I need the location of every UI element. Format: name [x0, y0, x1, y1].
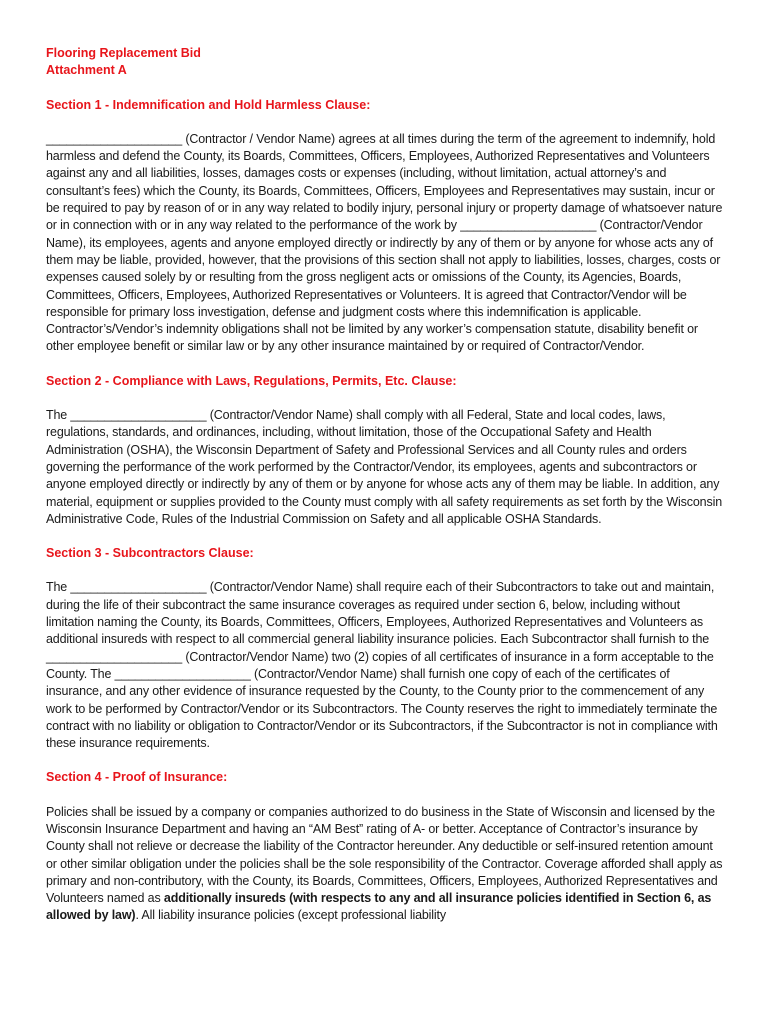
section-4-text-a: Policies shall be issued by a company or companies authorized to do business in the State of Wisconsin and licensed by the Wisconsin Insurance Department and having an “AM Best” rating of A- or better. Acceptance of Contractor’s insurance by County shall not relieve or decrease the liability of the Contractor hereunder. Any deductible or self-insured retention amount or other similar obligation under the policies shall be the sole responsibility of the Contractor. Coverage afforded shall apply as primary and non-contributory, with the County, its Boards, Committees, Officers, Employees, Authorized Representatives and Volunteers named as — [46, 804, 723, 906]
section-4-heading: Section 4 - Proof of Insurance: — [46, 770, 228, 785]
section-2-heading: Section 2 - Compliance with Laws, Regulations, Permits, Etc. Clause: — [46, 373, 457, 388]
vendor-name-blank: ____________________ — [114, 666, 251, 681]
section-3-text-c: (Contractor/Vendor Name) shall furnish one copy of each of the certificates of insurance, and any other evidence of insurance requested by the County, to the County prior to the commencement of any work to be performed by Contractor/Vendor or its Subcontractors. The County reserves the right to immediately terminate the contract with no liability or obligation to Contractor/Vendor or its Subcontractors, if the Subcontractor is not in compliance with these insurance requirements. — [46, 666, 718, 751]
vendor-name-blank: ____________________ — [70, 580, 207, 595]
section-4-body — [46, 804, 724, 925]
vendor-name-blank: ____________________ — [46, 649, 183, 664]
section-1-heading: Section 1 - Indemnification and Hold Harmless Clause: — [46, 97, 371, 112]
section-3-text-lead: The — [46, 580, 71, 595]
section-1-text-a: (Contractor / Vendor Name) agrees at all times during the term of the agreement to indemnify, hold harmless and defend the County, its Boards, Committees, Officers, Employees, Authorized Representatives and Volunteers against any and all liabilities, losses, damages costs or expenses (including, without limitation, actual attorney’s and consultant’s fees) which the County, its Boards, Committees, Officers, Employees and Representatives may sustain, incur or be required to pay by reason of or in any way related to bodily injury, personal injury or property damage of whatsoever nature or in connection with or in any way related to the performance of the work by — [46, 131, 723, 233]
section-3-text-b: (Contractor/Vendor Name) two (2) copies of all certificates of insurance in a form acceptable to the County. The — [46, 649, 714, 681]
section-2-text-lead: The — [46, 408, 71, 423]
section-2-text-a: (Contractor/Vendor Name) shall comply with all Federal, State and local codes, laws, regulations, standards, and ordinances, including, without limitation, those of the Occupational Safety and Health Administration (OSHA), the Wisconsin Department of Safety and Professional Services and all County rules and orders governing the performance of the work performed by the Contractor/Vendor, its employees, agents and subcontractors or anyone employed directly or indirectly by any of them or by anyone for whose acts any of them may be liable. In addition, any material, equipment or supplies provided to the County must comply with all safety requirements as set forth by the Wisconsin Administrative Code, Rules of the Industrial Commission on Safety and all applicable OSHA Standards. — [46, 408, 723, 526]
section-3-body — [46, 579, 724, 752]
section-3-heading: Section 3 - Subcontractors Clause: — [46, 546, 254, 561]
section-3-text-a: (Contractor/Vendor Name) shall require each of their Subcontractors to take out and maintain, during the life of their subcontract the same insurance coverages as required under section 6, below, including without limitation naming the County, its Boards, Committees, Officers, Employees, Authorized Representatives and Volunteers as additional insureds with respect to all commercial general liability insurance policies. Each Subcontractor shall furnish to the — [46, 580, 715, 647]
title-line-1: Flooring Replacement Bid — [46, 46, 201, 60]
section-2-body — [46, 407, 724, 528]
section-1-body — [46, 131, 724, 356]
section-4-text-b: . All liability insurance policies (except professional liability — [135, 908, 446, 923]
vendor-name-blank: ____________________ — [46, 131, 183, 146]
section-1-text-b: (Contractor/Vendor Name), its employees, agents and anyone employed directly or indirectly by any of them or by anyone for whose acts any of them may be liable, provided, however, that the provisions of this section shall not apply to liabilities, losses, charges, costs or expenses caused solely by or resulting from the gross negligent acts or omissions of the County, its Agencies, Boards, Committees, Officers, Employees, Authorized Representatives or Volunteers. It is agreed that Contractor/Vendor will be responsible for primary loss investigation, defense and judgment costs where this indemnification is applicable. Contractor’s/Vendor’s indemnity obligations shall not be limited by any worker’s compensation statute, disability benefit or other employee benefit or similar law or by any other insurance maintained by or required of Contractor/Vendor. — [46, 218, 721, 354]
vendor-name-blank: ____________________ — [460, 218, 597, 233]
section-4-bold-text: additionally insureds (with respects to any and all insurance policies identified in Section 6, as allowed by law) — [46, 891, 712, 923]
document-title — [46, 45, 724, 80]
title-line-2: Attachment A — [46, 63, 127, 78]
vendor-name-blank: ____________________ — [70, 408, 207, 423]
